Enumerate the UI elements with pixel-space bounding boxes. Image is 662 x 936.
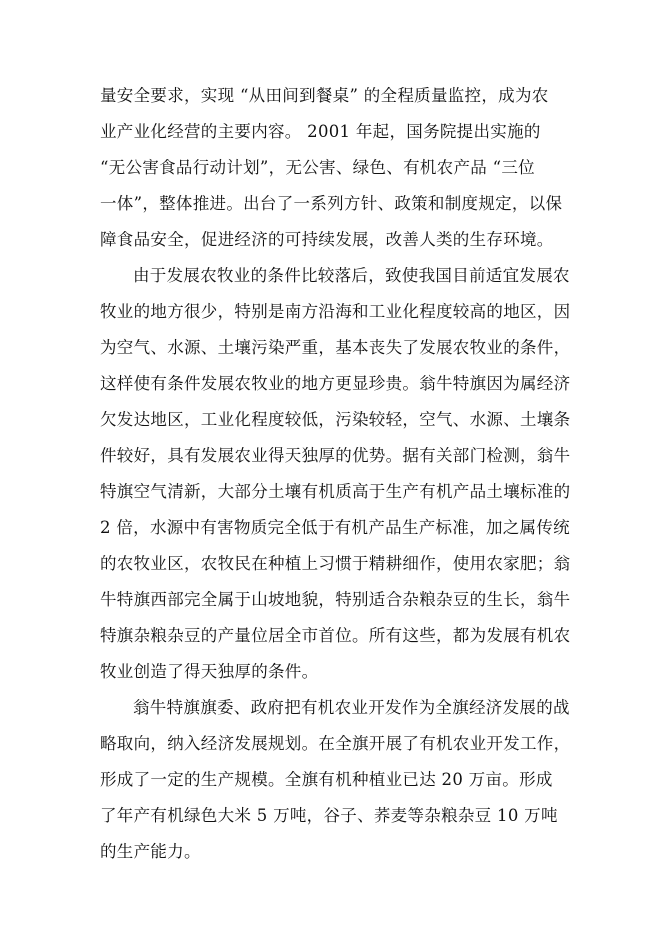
text-line: 牛特旗西部完全属于山坡地貌，特别适合杂粮杂豆的生长，翁牛 bbox=[100, 590, 571, 609]
text-line: 这样使有条件发展农牧业的地方更显珍贵。翁牛特旗因为属经济 bbox=[100, 374, 571, 393]
text-line: 业产业化经营的主要内容。 2001 年起，国务院提出实施的 bbox=[100, 122, 541, 141]
text-line: 翁牛特旗旗委、政府把有机农业开发作为全旗经济发展的战 bbox=[133, 698, 570, 717]
text-line: 件较好，具有发展农业得天独厚的优势。据有关部门检测，翁牛 bbox=[100, 446, 571, 465]
text-line: 牧业创造了得天独厚的条件。 bbox=[100, 662, 319, 681]
text-line: 了年产有机绿色大米 5 万吨，谷子、荞麦等杂粮杂豆 10 万吨 bbox=[100, 806, 558, 825]
body-text bbox=[100, 78, 600, 870]
text-line: 略取向，纳入经济发展规划。在全旗开展了有机农业开发工作， bbox=[100, 734, 571, 753]
text-line: 2 倍，水源中有害物质完全低于有机产品生产标准，加之属传统 bbox=[100, 518, 570, 537]
text-line: 一体”，整体推进。出台了一系列方针、政策和制度规定，以保 bbox=[100, 194, 563, 213]
paragraph-continued bbox=[100, 78, 600, 258]
paragraph-development bbox=[100, 690, 600, 870]
text-line: 障食品安全，促进经济的可持续发展，改善人类的生存环境。 bbox=[100, 230, 554, 249]
paragraph-conditions bbox=[100, 258, 600, 690]
text-line: 为空气、水源、土壤污染严重，基本丧失了发展农牧业的条件， bbox=[100, 338, 571, 357]
text-line: 的生产能力。 bbox=[100, 842, 201, 861]
text-line: 特旗杂粮杂豆的产量位居全市首位。所有这些，都为发展有机农 bbox=[100, 626, 571, 645]
text-line: 的农牧业区，农牧民在种植上习惯于精耕细作，使用农家肥；翁 bbox=[100, 554, 571, 573]
text-line: 欠发达地区，工业化程度较低，污染较轻，空气、水源、土壤条 bbox=[100, 410, 571, 429]
text-line: 牧业的地方很少，特别是南方沿海和工业化程度较高的地区，因 bbox=[100, 302, 571, 321]
text-line: 量安全要求，实现 “从田间到餐桌” 的全程质量监控，成为农 bbox=[100, 86, 549, 105]
text-line: “无公害食品行动计划”，无公害、绿色、有机农产品 “三位 bbox=[100, 158, 535, 177]
text-line: 由于发展农牧业的条件比较落后，致使我国目前适宜发展农 bbox=[133, 266, 570, 285]
text-line: 特旗空气清新，大部分土壤有机质高于生产有机产品土壤标准的 bbox=[100, 482, 571, 501]
text-line: 形成了一定的生产规模。全旗有机种植业已达 20 万亩。形成 bbox=[100, 770, 553, 789]
